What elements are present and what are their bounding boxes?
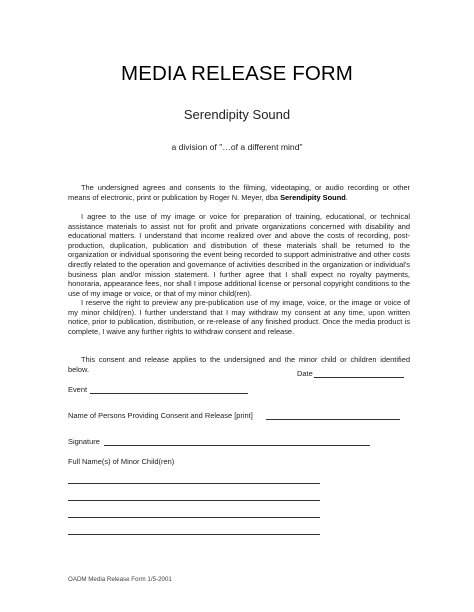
minor-name-line-3[interactable] xyxy=(68,517,320,518)
signature-label: Signature xyxy=(68,437,100,446)
date-input-line[interactable] xyxy=(314,377,404,378)
date-label: Date xyxy=(297,369,313,378)
preview-rights-text: I reserve the right to preview any pre-publication use of my image, voice, or the image or voice of my minor child(ren). I further understand that I may withdraw my consent at any time, upon written notice, prior to publication, distribution, or re-release of any finished product. Once the media product is complete, I waive any further rights to withdraw consent and release. xyxy=(68,298,410,336)
persons-input-line[interactable] xyxy=(266,419,400,420)
minor-children-label: Full Name(s) of Minor Child(ren) xyxy=(68,457,175,466)
usage-agreement-text: I agree to the use of my image or voice for preparation of training, educational, or technical assistance materials to assist not for profit and private organizations concerned with disability and educational matters. I understand that income realized over and above the costs of recording, post-production, duplication, publication and distribution of these materials shall be returned to the organization or individual sponsoring the event being recorded to support administrative and other costs directly related to the operation and governance of activities described in the organization or individual's business plan and/or mission statement. I further agree that I shall expect no royalty payments, honoraria, appearance fees, nor shall I impose additional license or personal copyright conditions to the use of my image or voice, or that of my minor child(ren). xyxy=(68,212,410,298)
minor-name-line-4[interactable] xyxy=(68,534,320,535)
preview-rights-paragraph xyxy=(68,298,410,336)
organization-name: Serendipity Sound xyxy=(183,107,291,122)
form-footer: OADM Media Release Form 1/5-2001 xyxy=(68,576,172,583)
minor-name-line-2[interactable] xyxy=(68,500,320,501)
applicability-text: This consent and release applies to the undersigned and the minor child or children identified below. xyxy=(68,355,410,374)
company-name-bold: Serendipity Sound xyxy=(280,192,346,202)
consent-text: The undersigned agrees and consents to the filming, videotaping, or audio recording or other means of electronic, print or publication by Roger N. Meyer, dba xyxy=(68,183,410,202)
consent-paragraph xyxy=(68,183,410,202)
signature-input-line[interactable] xyxy=(104,445,370,446)
persons-label: Name of Persons Providing Consent and Release [print] xyxy=(68,411,253,420)
usage-agreement-paragraph xyxy=(68,212,410,298)
event-input-line[interactable] xyxy=(90,393,248,394)
event-label: Event xyxy=(68,385,88,394)
consent-text-end: . xyxy=(345,192,348,202)
form-title: MEDIA RELEASE FORM xyxy=(121,62,353,85)
applicability-paragraph xyxy=(68,355,410,374)
minor-name-line-1[interactable] xyxy=(68,483,320,484)
division-tagline: a division of "…of a different mind" xyxy=(171,142,303,152)
